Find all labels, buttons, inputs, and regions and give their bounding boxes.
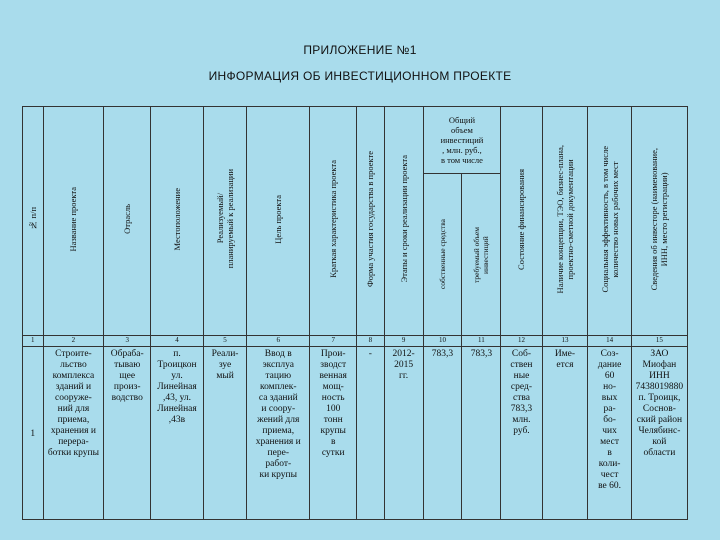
info-title: ИНФОРМАЦИЯ ОБ ИНВЕСТИЦИОННОМ ПРОЕКТЕ [208,69,512,83]
col-header-own-funds: собственные средства [437,219,447,290]
col-header-required: требуемый объем инвестиций [461,174,500,335]
col-header-docs: Наличие концепции, ТЭО, бизнес-плана, проектно-сметной документации [542,107,588,336]
col-number: 11 [462,336,501,347]
cell-own-funds: 783,3 [462,347,501,520]
col-number: 12 [501,336,542,347]
col-header-industry: Отрасль [104,107,151,336]
col-header-status: Реализуемый/ планируемый к реализации [203,107,246,336]
col-number: 1 [23,336,44,347]
cell-investor: ЗАО Миофан ИНН 7438019880 п. Троицк, Соснов- ский район Челябинс- кой области [631,347,687,520]
col-header-goal: Цель проекта [247,107,310,336]
cell-financing: Соб- ствен ные сред- ства 783,3 млн. руб. [501,347,542,520]
cell-goal: Ввод в эксплуа тацию комплек- са зданий и соору- жений для приема, хранения и пере- работ- ки крупы [247,347,310,520]
cell-project-name: Строите- льство комплекса зданий и сооруже- ний для приема, хранения и перера- ботки крупы [43,347,104,520]
appendix-title: ПРИЛОЖЕНИЕ №1 [303,43,417,57]
col-number: 6 [247,336,310,347]
col-number: 7 [310,336,357,347]
col-number: 8 [357,336,384,347]
col-header-stages: Этапы и сроки реализации проекта [384,107,423,336]
col-number: 15 [631,336,687,347]
col-number: 9 [384,336,423,347]
col-number: 3 [104,336,151,347]
cell-status: Реали- зуе мый [203,347,246,520]
cell-docs: Име- ется [542,347,588,520]
cell-state-form: - [357,347,384,520]
col-header-description: Краткая характеристика проекта [310,107,357,336]
cell-social: Соз- дание 60 но- вых ра- бо- чих мест в коли- чест ве 60. [588,347,631,520]
col-header-investor: Сведения об инвесторе (наименование, ИНН, место регистрации) [631,107,687,336]
col-number: 10 [423,336,462,347]
cell-total: 783,3 [423,347,462,520]
scan-dot: . [189,103,191,109]
col-header-num: № п/п [23,107,44,336]
col-header-location: Местоположение [151,107,204,336]
table-row [23,347,688,520]
cell-location: п. Троицкон ул. Линейная ,43, ул. Линейная ,43в [151,347,204,520]
investments-total-label: Общий объем инвестиций , млн. руб., в том числе [424,107,501,174]
col-number: 2 [43,336,104,347]
investment-table [22,106,688,520]
col-header-financing: Состояние финансирования [501,107,542,336]
cell-industry: Обраба- тываю щее произ- водство [104,347,151,520]
column-number-row [23,336,688,347]
col-header-state-form: Форма участия государства в проекте [357,107,384,336]
col-header-investments [423,107,501,336]
cell-description: Прои- зводст венная мощ- ность 100 тонн крупы в сутки [310,347,357,520]
cell-stages: 2012- 2015 гг. [384,347,423,520]
col-number: 14 [588,336,631,347]
row-number: 1 [23,347,44,520]
col-header-social: Социальная эффективность, в том числе количество новых рабочих мест [588,107,631,336]
col-header-name: Название проекта [43,107,104,336]
col-number: 13 [542,336,588,347]
header-row [23,107,688,336]
col-number: 4 [151,336,204,347]
col-number: 5 [203,336,246,347]
